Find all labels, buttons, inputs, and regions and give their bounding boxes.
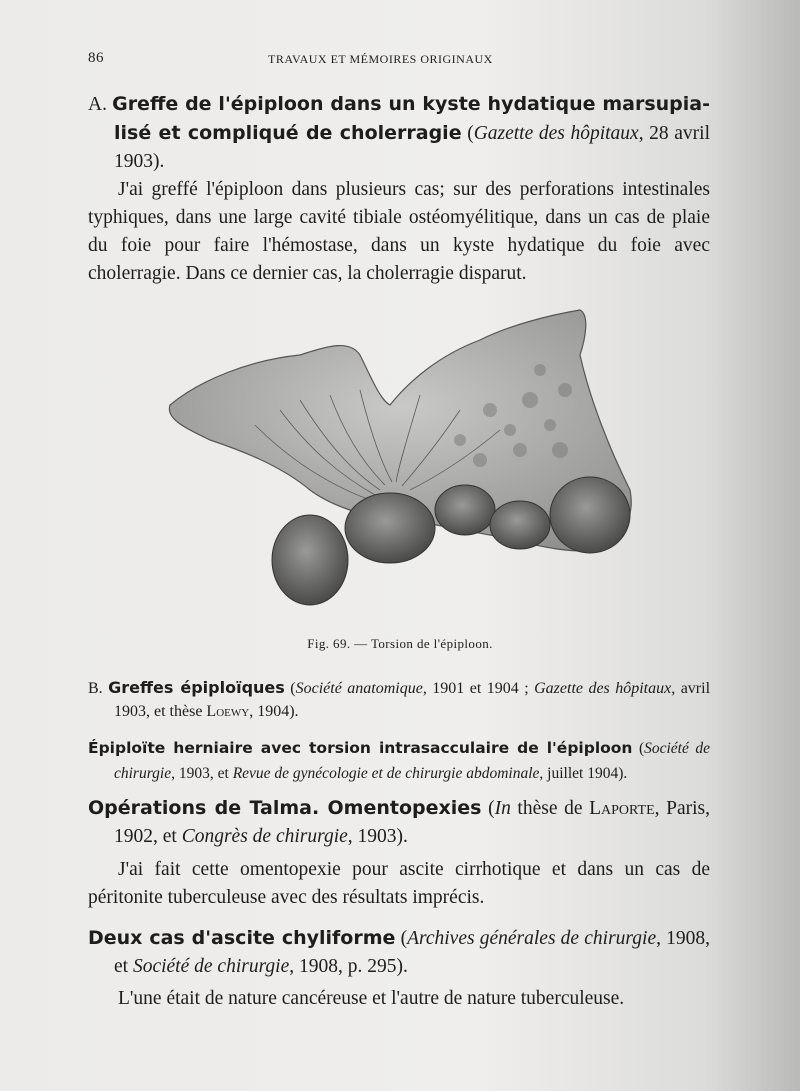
section-b-source-2: Gazette des hôpitaux xyxy=(534,680,672,697)
section-b-title: Greffes épiploïques xyxy=(108,678,285,697)
section-c-mid: , 1903, et xyxy=(171,765,233,782)
figure-caption: Fig. 69. — Torsion de l'épiploon. xyxy=(307,636,493,651)
section-e-text: Deux cas d'ascite chyliforme (Archives générales de chirurgie, 1908, et Société de chirurgie, 1908, p. 295). xyxy=(88,927,711,977)
section-a-date: , 28 avril 1903). xyxy=(114,123,710,172)
section-a-title: Greffe de l'épiploon dans un kyste hydatique marsupia-lisé et compliqué de cholerragie xyxy=(112,93,710,144)
section-b-text: B. Greffes épiploïques (Société anatomique, 1901 et 1904 ; Gazette des hôpitaux, avril 1903, et thèse Loewy, 1904). xyxy=(88,678,711,720)
section-d-author: Laporte xyxy=(589,798,655,819)
section-e-mid: , 1908, et xyxy=(114,928,711,977)
section-c-end: , juillet 1904). xyxy=(539,765,628,782)
section-b-source-1: Société anatomique xyxy=(295,680,423,697)
page-header xyxy=(88,50,708,70)
section-d-mid: , Paris, 1902, et xyxy=(114,798,711,847)
section-d-source: Congrès de chirurgie xyxy=(181,826,348,847)
section-d-these: thèse de xyxy=(510,798,590,819)
section-c-text: Épiploïte herniaire avec torsion intrasacculaire de l'épiploon (Société de chirurgie, 1903, et Revue de gynécologie et de chirurgie abdominale, juillet 1904). xyxy=(88,739,710,782)
section-d-title: Opérations de Talma. Omentopexies xyxy=(88,797,482,819)
section-c-source-1: Société de chirurgie xyxy=(114,740,710,782)
section-b-letter: B. xyxy=(88,680,103,697)
section-c xyxy=(88,736,710,786)
section-d-in: In xyxy=(494,798,511,819)
section-e-end: , 1908, p. 295). xyxy=(289,956,408,977)
section-b-end: , 1904). xyxy=(249,703,299,720)
section-e xyxy=(88,924,710,981)
section-d-end: , 1903). xyxy=(347,826,408,847)
section-c-title: Épiploïte herniaire avec torsion intrasacculaire de l'épiploon xyxy=(88,739,633,757)
section-b-tail: , avril 1903, et thèse xyxy=(114,680,711,720)
paragraph-d xyxy=(88,856,710,912)
section-d-text: Opérations de Talma. Omentopexies (In thèse de Laporte, Paris, 1902, et Congrès de chirurgie, 1903). xyxy=(88,797,711,847)
section-a-letter: A. xyxy=(88,94,107,115)
section-e-source-2: Société de chirurgie xyxy=(132,956,290,977)
section-e-source-1: Archives générales de chirurgie xyxy=(407,928,657,949)
section-a-heading: A. Greffe de l'épiploon dans un kyste hydatique marsupia-lisé et compliqué de cholerragie (Gazette des hôpitaux, 28 avril 1903). xyxy=(88,93,710,172)
figure-omentum-illustration xyxy=(160,300,640,620)
section-a-source: Gazette des hôpitaux xyxy=(473,123,639,144)
paragraph-e-text: L'une était de nature cancéreuse et l'autre de nature tuberculeuse. xyxy=(118,988,625,1009)
section-b xyxy=(88,676,710,723)
section-d xyxy=(88,794,710,851)
omentum-drawing xyxy=(160,300,640,620)
section-a xyxy=(88,90,710,176)
paragraph-a-text: J'ai greffé l'épiploon dans plusieurs cas; sur des perforations intestinales typhiques, dans une large cavité tibiale ostéomyélitique, dans un cas de plaie du foie pour faire l'hémostase, dans un kyste hydatique du foie avec cholerragie. Dans ce dernier cas, la cholerragie disparut. xyxy=(88,179,710,284)
paragraph-e xyxy=(88,985,710,1013)
section-e-title: Deux cas d'ascite chyliforme xyxy=(88,927,396,949)
running-title: TRAVAUX ET MÉMOIRES ORIGINAUX xyxy=(268,52,493,66)
paragraph-a xyxy=(88,176,710,288)
section-b-years: , 1901 et 1904 ; xyxy=(422,680,535,697)
page-number: 86 xyxy=(88,50,104,66)
paragraph-d-text: J'ai fait cette omentopexie pour ascite cirrhotique et dans un cas de péritonite tuberculeuse avec des résultats imprécis. xyxy=(88,859,710,908)
section-b-author: Loewy xyxy=(206,703,250,720)
section-c-source-2: Revue de gynécologie et de chirurgie abdominale xyxy=(232,765,540,782)
